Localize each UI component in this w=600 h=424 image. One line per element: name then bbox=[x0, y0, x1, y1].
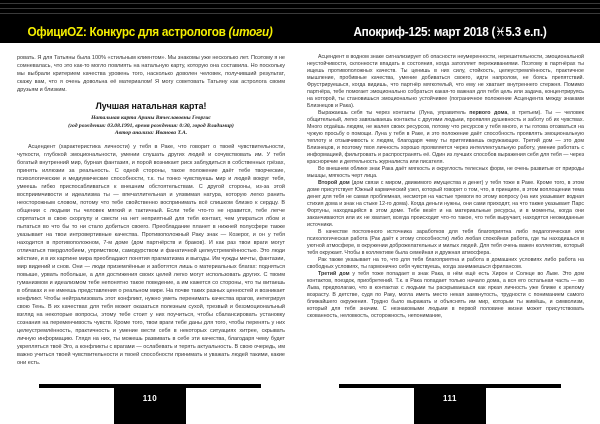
paragraph: Третий дом у тебя тоже попадает в знак Рака, в нём ещё есть Хирон и Солнце во Льве. Это дом контактов, поездок, приобретений. Т.к. в Рака попадает только начало дома, а вся его остальная часть — во Льва, предполагаю, что в контактах с людьми ты раскрываешься как яркая личность уже ближе к зрелому возрасту. В детстве, судя по Раку, могла иметь место некая замкнутость, трудности с пониманием самого ближайшего окружения. Трудно было выражать и объяснять им мир, которым ты живёшь, и символизм, который для тебя значим. С незнакомыми людьми в первой половине жизни может присутствовать скованность, неловкость, осторожность, непонимание, bbox=[307, 271, 584, 319]
byline-line-1: Натальная карта Арины Вячеславовны Георгис bbox=[91, 115, 211, 121]
left-page-number: 110 bbox=[114, 388, 186, 424]
paragraph: Второй дом (дом связи с миром, движимого имущества и денег) у тебя тоже в Раке. Кроме того, в этом доме присутствует Южный кармический узел, который говорит о том, что, в принципе, в этом воплощении тема денег для тебя не самая проблемная, несмотря на частые тревоги по этому вопросу (на них указывает водная стихия дома и знак на стыке 12-го дома). Когда деньги нужны, они сами приходят, на что также указывает Парс Фортуны, находящийся в этом доме. Тебе везёт и на материальные ресурсы, и в моменты, когда они заканчиваются или их не хватает, всегда происходит что-то такое, что тебя выручает, находятся неожиданные источники. bbox=[307, 180, 584, 228]
byline-line-2: (год рождения: 03.08.1991, время рождения: 0:30, город Владимир) bbox=[68, 122, 234, 129]
chart-byline bbox=[17, 115, 285, 138]
byline-line-3: Автор анализа: Иванова Т.А. bbox=[114, 130, 188, 137]
header-band bbox=[0, 0, 600, 43]
paragraph: Во внешнем облике знак Рака даёт мягкость и округлость телесных форм, не очень развитые от природы мышцы, мягкость черт лица. bbox=[307, 166, 584, 179]
right-page-running-title: Апокриф-125: март 2018 (♓5.3 е.п.) bbox=[353, 25, 547, 39]
right-page-number: 111 bbox=[414, 388, 486, 424]
left-title-main: ОфициOZ: Конкурс для астрологов bbox=[27, 25, 229, 39]
header-hairline bbox=[0, 8, 600, 9]
header-hairline bbox=[0, 13, 600, 14]
right-page-text-column bbox=[307, 54, 584, 382]
left-page-text-column bbox=[17, 54, 285, 382]
paragraph: Асцендент (характеристика личности) у тебя в Раке, что говорит о твоей чувствительности, чуткости, глубокой эмоциональности, умении слушать других людей и сочувствовать им. У тебя богатый внутренний мир, бурная фантазия, и порой возникает риск заблудиться в собственных грёзах, принять иллюзии за реальность. С одной стороны, такое положение даёт тебе творческие, психологические и медиумические способности, т.к. ты тонко чувствуешь мир и людей вокруг тебя, умеешь гибко приспосабливаться к внешним обстоятельствам. С другой стороны, из-за этой восприимчивости и идеализма ты — впечатлительная и уязвимая натура, которую легко ранить неосторожным словом, потому что тебе свойственно воспринимать всё слишком близко к сердцу. В общении с людьми ты человек мягкий и тактичный. Если тебе что-то не нравится, тебе легче спрятаться в свою скорлупу и свести на нет неприятный для тебя контакт, чем упираться лбом и пытаться во что бы то ни стало добиться своего. Преобладание планет в нижней полусфере также указывает на твои интровертивные качества. Противоположный Раку знак — Козерог, и он у тебя находится в противоположном, 7-м доме (дом партнёрств и браков). И как раз твои враги могут отличаться твердолобием, упрямством, самодурством и фанатичной целеустремлённостью. Это люди жёсткие, и в их картине мира преобладают понятия прагматизма и выгоды. Им чужды мечты, фантазии, мир видений и снов. Они — люди приземлённые и заботятся лишь о материальных благах: подняться повыше, урвать побольше, а для достижения своих целей легко могут использовать других. С твоим гуманизмом и идеализмом тебе непонятно такое поведение, а им кажется со стороны, что ты витаешь в облаках и не имеешь представления о реальном мире. На почве таких разных ценностей и возникает конфликт. Чтобы нейтрализовать этот конфликт, нужно уметь перенимать качества врагов, интегрируя свою Тень. В их качествах для тебя может оказаться полезным сухой, трезвый и безэмоциональный взгляд на некоторые вопросы, этому тебе стоит у них поучиться, чтобы сбалансировать установку сознания на переменчивость чувств. Кроме того, твои враги тебе даны для того, чтобы перенять у них целеустремлённость, практичность и умение вести себя в некоторых ситуациях хитрее, скрывать личную информацию. Глядя на них, ты можешь развивать в себе эти качества, благодаря чему будет укрепляться твоё Эго, а конфликты с врагами — ослабевать и терять актуальность. В свою очередь, им важно учиться твоей чувствительности и твоей способности принимать и уважать людей такими, какие они есть. bbox=[17, 143, 285, 366]
left-page-running-title bbox=[9, 25, 291, 39]
left-title-italic: (итоги) bbox=[228, 25, 273, 39]
header-hairline bbox=[0, 3, 600, 4]
section-heading: Лучшая натальная карта! bbox=[95, 101, 207, 111]
paragraph: Рак также указывает на то, что для тебя благоприятна и работа в домашних условиях либо работа на свободных условиях, ты гармонично себя чувствуешь, когда занимаешься фрилансом. bbox=[307, 257, 584, 270]
paragraph: Выражаешь себя ты через контакты (Луна, управитель первого дома, в третьем). Ты — человек общительный, легко завязываешь контакты с другими людьми, проявляя душевность и заботу об их чувствах. Много отдаёшь людям, не жалея своих ресурсов, потому что ресурсов у тебя много, и ты готова отозваться на чужую просьбу о помощи. Луна у тебя в Раке, и это положение даёт способность проявлять эмоциональную теплоту и отзывчивость к людям, благодаря чему ты притягиваешь окружающих. Третий дом — это дом Близнецов, и поэтому твоя личность хорошо проявляется через интеллектуальную работу, умение работать с информацией, фильтровать и распространять её. Один из лучших способов выражения себя для тебя — через красноречие и деятельность журналиста или писателя. bbox=[307, 110, 584, 165]
paragraph: ровать. Я для Татьяны была 100% «стильным клиентом». Мы знакомы уже несколько лет. Поэтому я не сомневалась, что это как-то могло повлиять на натальную карту, которую она составила. Но поскольку мы выбрали критерием качества уровень того, насколько доволен человек, получивший результат, скажу вам, что я очень довольна её материалом! Я могу советовать Татьяну как астролога своим друзьям и близким. bbox=[17, 55, 285, 93]
paragraph: В качестве постоянного источника заработков для тебя благоприятна либо педагогическая или психологическая работа (Рак даёт к этому способности) либо любая спокойная работа, где ты находишься в уютной атмосфере, в окружении доброжелательных и милых людей. Для тебя очень важен коллектив, который тебя окружает. Чтобы в коллективе была семейная и дружная атмосфера. bbox=[307, 229, 584, 256]
left-intro-block bbox=[17, 54, 285, 94]
paragraph: Асцендент в водном знаке сигнализирует об опасности неумеренности, нерешительности, эмоциональной неустойчивости, склонности впадать в состояния, когда затопляет переживаниями. Поэтому в партнёрах ты ищешь противоположных качеств. Ты ценишь в них силу, стойкость, целеустремлённость, практичное мышление, пробивные качества, умение добиваться своего, идти напролом, не боясь препятствий. Фрустрируешься, когда видишь, что партнёр мягкотелый, что ему не хватает внутреннего стержня. Помимо партнёра, тебе помогает эмоционально собраться какая-то важная для тебя цель или задача, концентрируясь на которой, ты становишься эмоционально устойчивее (пограничное положение Асцендента между знаками Близнецов и Рака). bbox=[307, 54, 584, 109]
left-body-block bbox=[17, 143, 285, 367]
